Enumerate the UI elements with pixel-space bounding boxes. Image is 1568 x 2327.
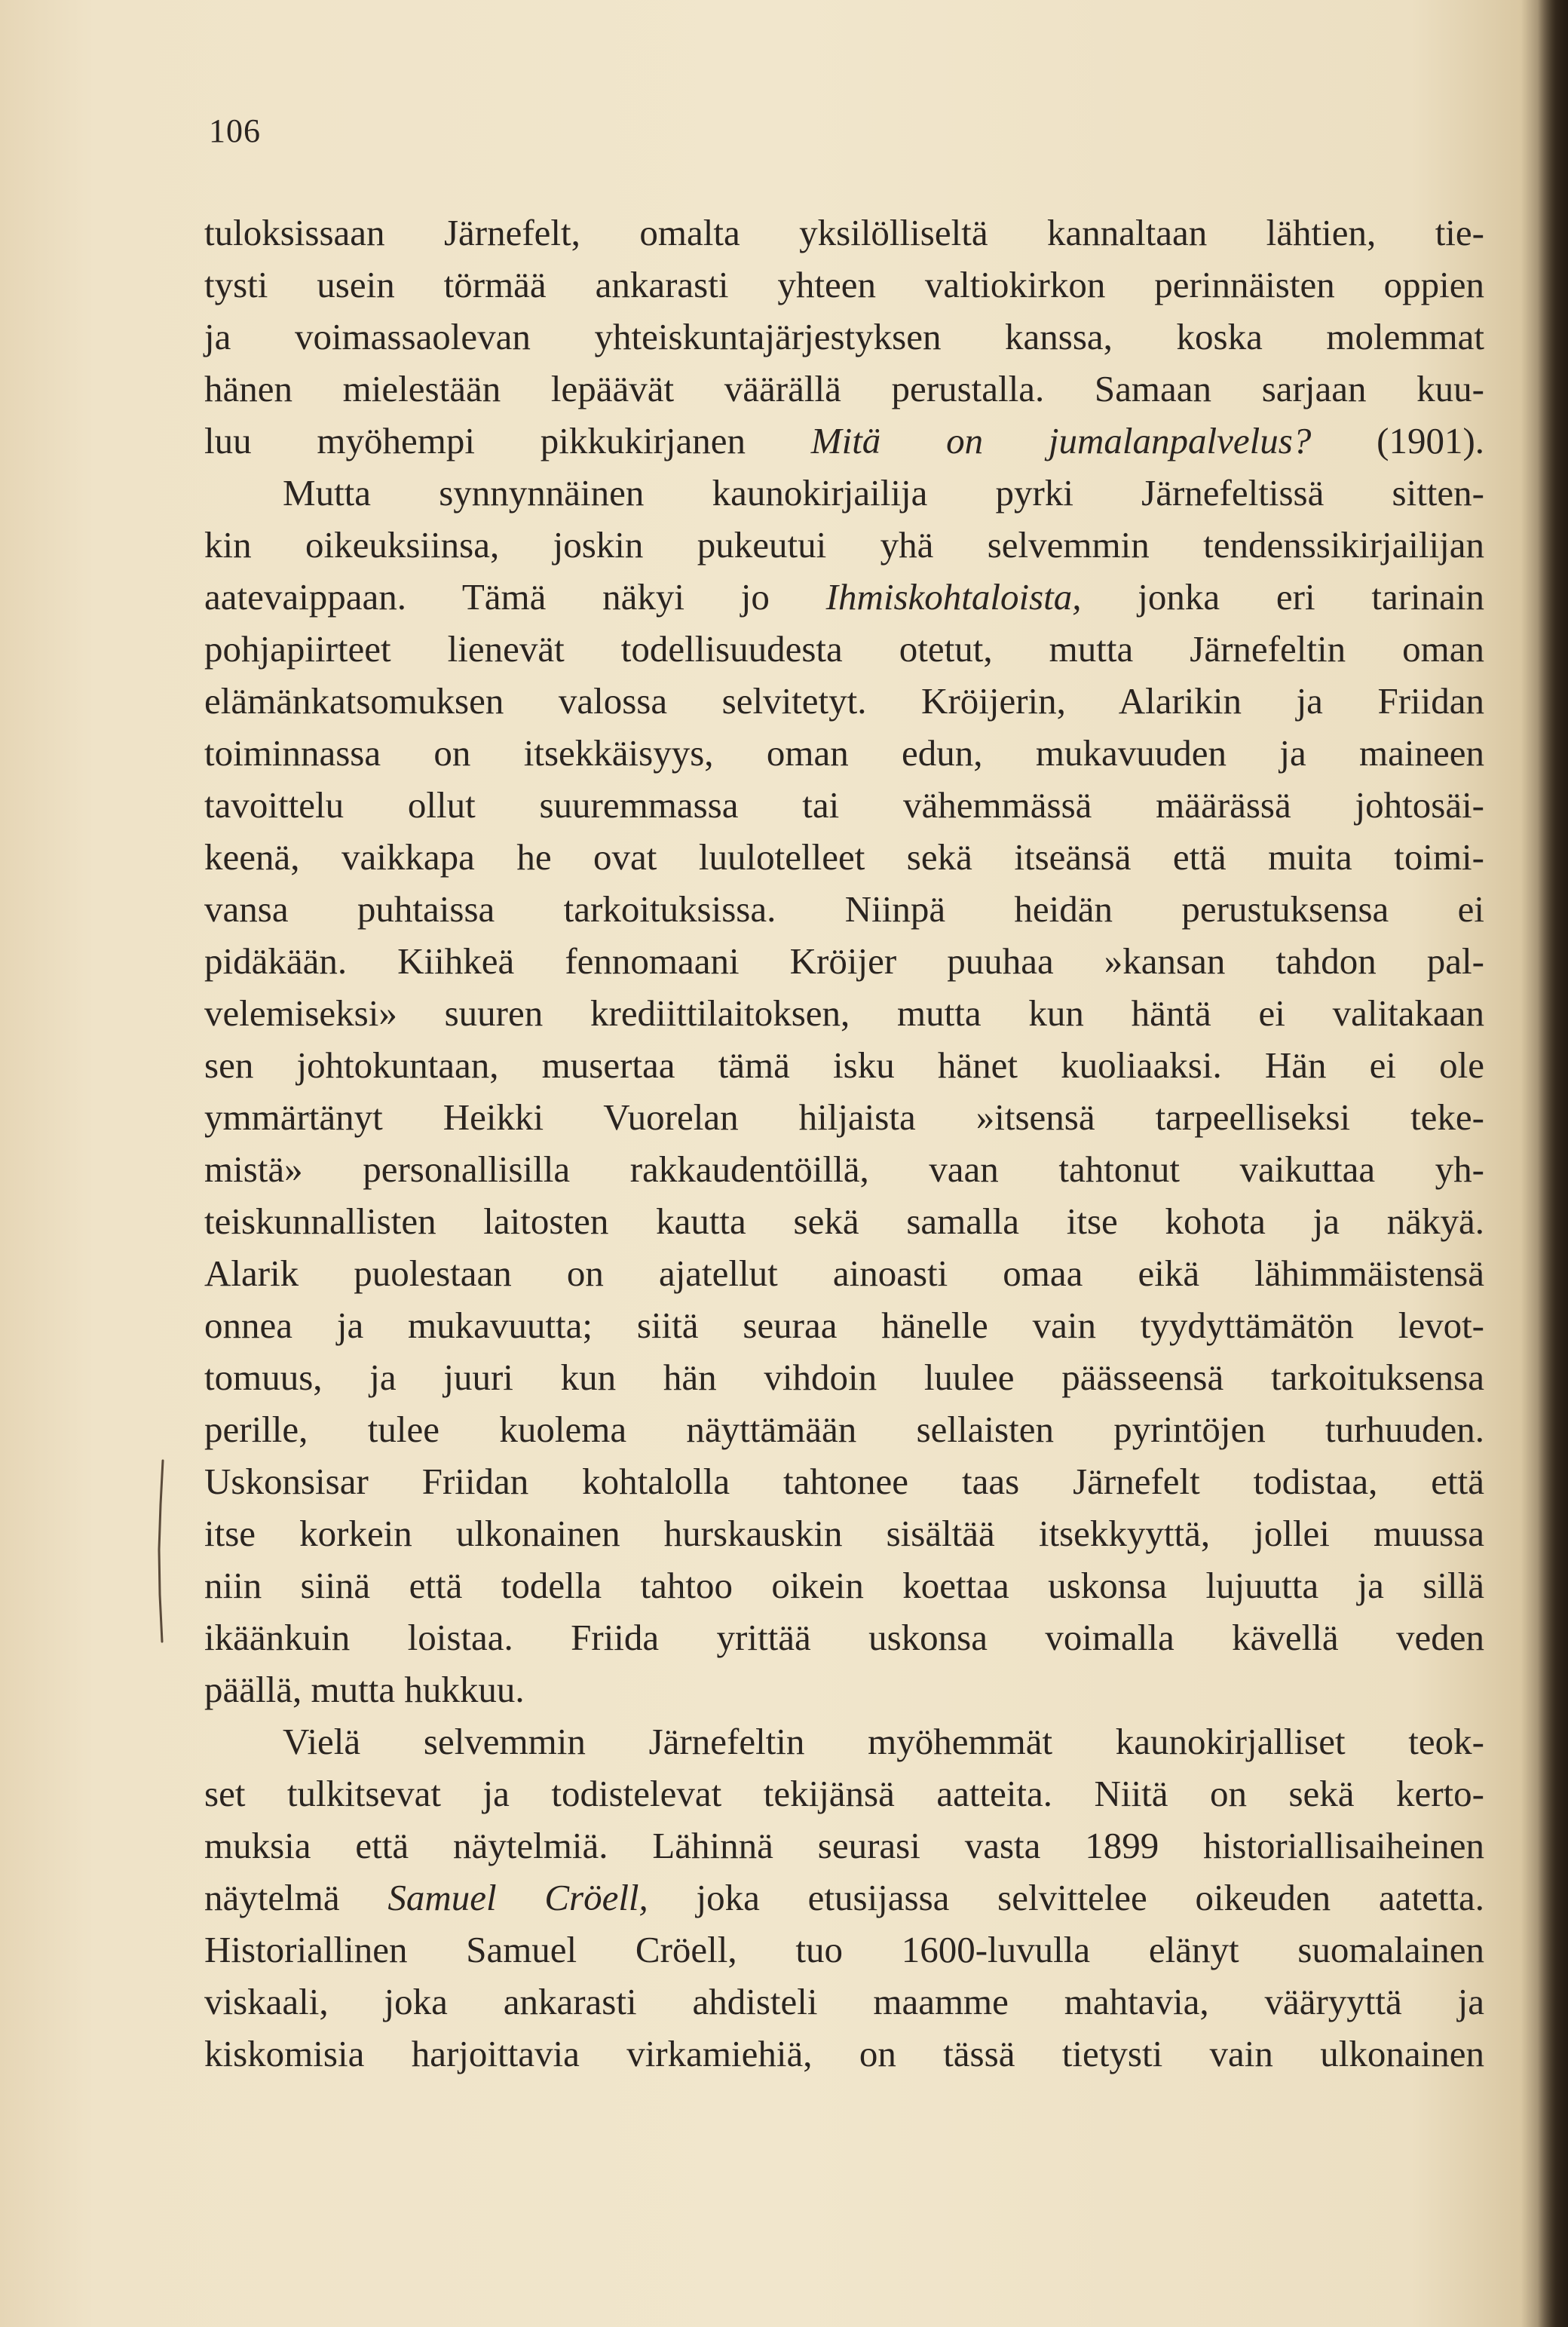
- text-line: itse korkein ulkonainen hurskauskin sisältää itsekkyyttä, jollei muussa: [204, 1513, 1484, 1554]
- italic-title: Mitä on jumalanpalvelus?: [810, 420, 1312, 461]
- text-line: päällä, mutta hukkuu.: [204, 1669, 525, 1710]
- text-line: tavoittelu ollut suuremmassa tai vähemmässä määrässä johtosäi-: [204, 784, 1484, 826]
- text-line: kiskomisia harjoittavia virkamiehiä, on tässä tietysti vain ulkonainen: [204, 2033, 1484, 2074]
- text-line: keenä, vaikkapa he ovat luulotelleet sekä itseänsä että muita toimi-: [204, 836, 1484, 878]
- text-segment: (1901).: [1311, 420, 1485, 461]
- text-line: tomuus, ja juuri kun hän vihdoin luulee päässeensä tarkoituksensa: [204, 1357, 1484, 1398]
- text-line: Uskonsisar Friidan kohtalolla tahtonee taas Järnefelt todistaa, että: [204, 1461, 1484, 1502]
- text-line: tuloksissaan Järnefelt, omalta yksilölliseltä kannaltaan lähtien, tie-: [204, 212, 1484, 253]
- italic-title: Samuel Cröell,: [387, 1877, 648, 1918]
- text-line: Mutta synnynnäinen kaunokirjailija pyrki Järnefeltissä sitten-: [283, 472, 1484, 514]
- text-line: pohjapiirteet lienevät todellisuudesta otetut, mutta Järnefeltin oman: [204, 628, 1484, 670]
- text-segment: joka etusijassa selvittelee oikeuden aatetta.: [648, 1877, 1484, 1918]
- text-line: vansa puhtaissa tarkoituksissa. Niinpä heidän perustuksensa ei: [204, 888, 1484, 930]
- text-segment: aatevaippaan. Tämä näkyi jo: [204, 576, 826, 618]
- text-line: viskaali, joka ankarasti ahdisteli maamme mahtavia, vääryyttä ja: [204, 1981, 1484, 2022]
- text-line: kin oikeuksiinsa, joskin pukeutui yhä selvemmin tendenssikirjailijan: [204, 524, 1484, 566]
- text-line: ja voimassaolevan yhteiskuntajärjestyksen kanssa, koska molemmat: [204, 316, 1484, 357]
- text-line: toiminnassa on itsekkäisyys, oman edun, mukavuuden ja maineen: [204, 732, 1484, 774]
- text-segment: jonka eri tarinain: [1081, 576, 1485, 618]
- text-line: set tulkitsevat ja todistelevat tekijänsä aatteita. Niitä on sekä kerto-: [204, 1773, 1484, 1814]
- page-number: 106: [209, 112, 261, 149]
- text-line: sen johtokuntaan, musertaa tämä isku hänet kuoliaaksi. Hän ei ole: [204, 1044, 1484, 1086]
- text-line: muksia että näytelmiä. Lähinnä seurasi vasta 1899 historiallisaiheinen: [204, 1825, 1484, 1866]
- text-line: hänen mielestään lepäävät väärällä perustalla. Samaan sarjaan kuu-: [204, 368, 1484, 409]
- text-segment: luu myöhempi pikkukirjanen: [204, 420, 811, 461]
- text-line: velemiseksi» suuren krediittilaitoksen, mutta kun häntä ei valitakaan: [204, 992, 1484, 1034]
- text-segment: näytelmä: [204, 1877, 388, 1918]
- text-line: Vielä selvemmin Järnefeltin myöhemmät kaunokirjalliset teok-: [283, 1721, 1484, 1762]
- text-line: niin siinä että todella tahtoo oikein koettaa uskonsa lujuutta ja sillä: [204, 1565, 1484, 1606]
- text-line: ymmärtänyt Heikki Vuorelan hiljaista »itsensä tarpeelliseksi teke-: [204, 1096, 1484, 1138]
- text-line: elämänkatsomuksen valossa selvitetyt. Kröijerin, Alarikin ja Friidan: [204, 680, 1484, 722]
- text-line: onnea ja mukavuutta; siitä seuraa hänelle vain tyydyttämätön levot-: [204, 1305, 1484, 1346]
- binding-shadow: [1538, 0, 1568, 2327]
- text-line: mistä» personallisilla rakkaudentöillä, vaan tahtonut vaikuttaa yh-: [204, 1148, 1484, 1190]
- text-line: perille, tulee kuolema näyttämään sellaisten pyrintöjen turhuuden.: [204, 1409, 1484, 1450]
- text-line: ikäänkuin loistaa. Friida yrittää uskonsa voimalla kävellä veden: [204, 1617, 1484, 1658]
- pencil-margin-mark: [156, 1459, 167, 1644]
- text-line: [204, 1879, 1484, 1916]
- text-line: [204, 576, 1485, 618]
- text-line: pidäkään. Kiihkeä fennomaani Kröijer puuhaa »kansan tahdon pal-: [204, 940, 1484, 982]
- text-line: tysti usein törmää ankarasti yhteen valtiokirkon perinnäisten oppien: [204, 264, 1484, 305]
- text-line: teiskunnallisten laitosten kautta sekä samalla itse kohota ja näkyä.: [204, 1200, 1484, 1242]
- text-line: Historiallinen Samuel Cröell, tuo 1600-luvulla elänyt suomalainen: [204, 1929, 1484, 1970]
- text-line: Alarik puolestaan on ajatellut ainoasti omaa eikä lähimmäistensä: [204, 1252, 1484, 1294]
- text-line: [204, 422, 1484, 459]
- italic-title: Ihmiskohtaloista,: [825, 576, 1082, 618]
